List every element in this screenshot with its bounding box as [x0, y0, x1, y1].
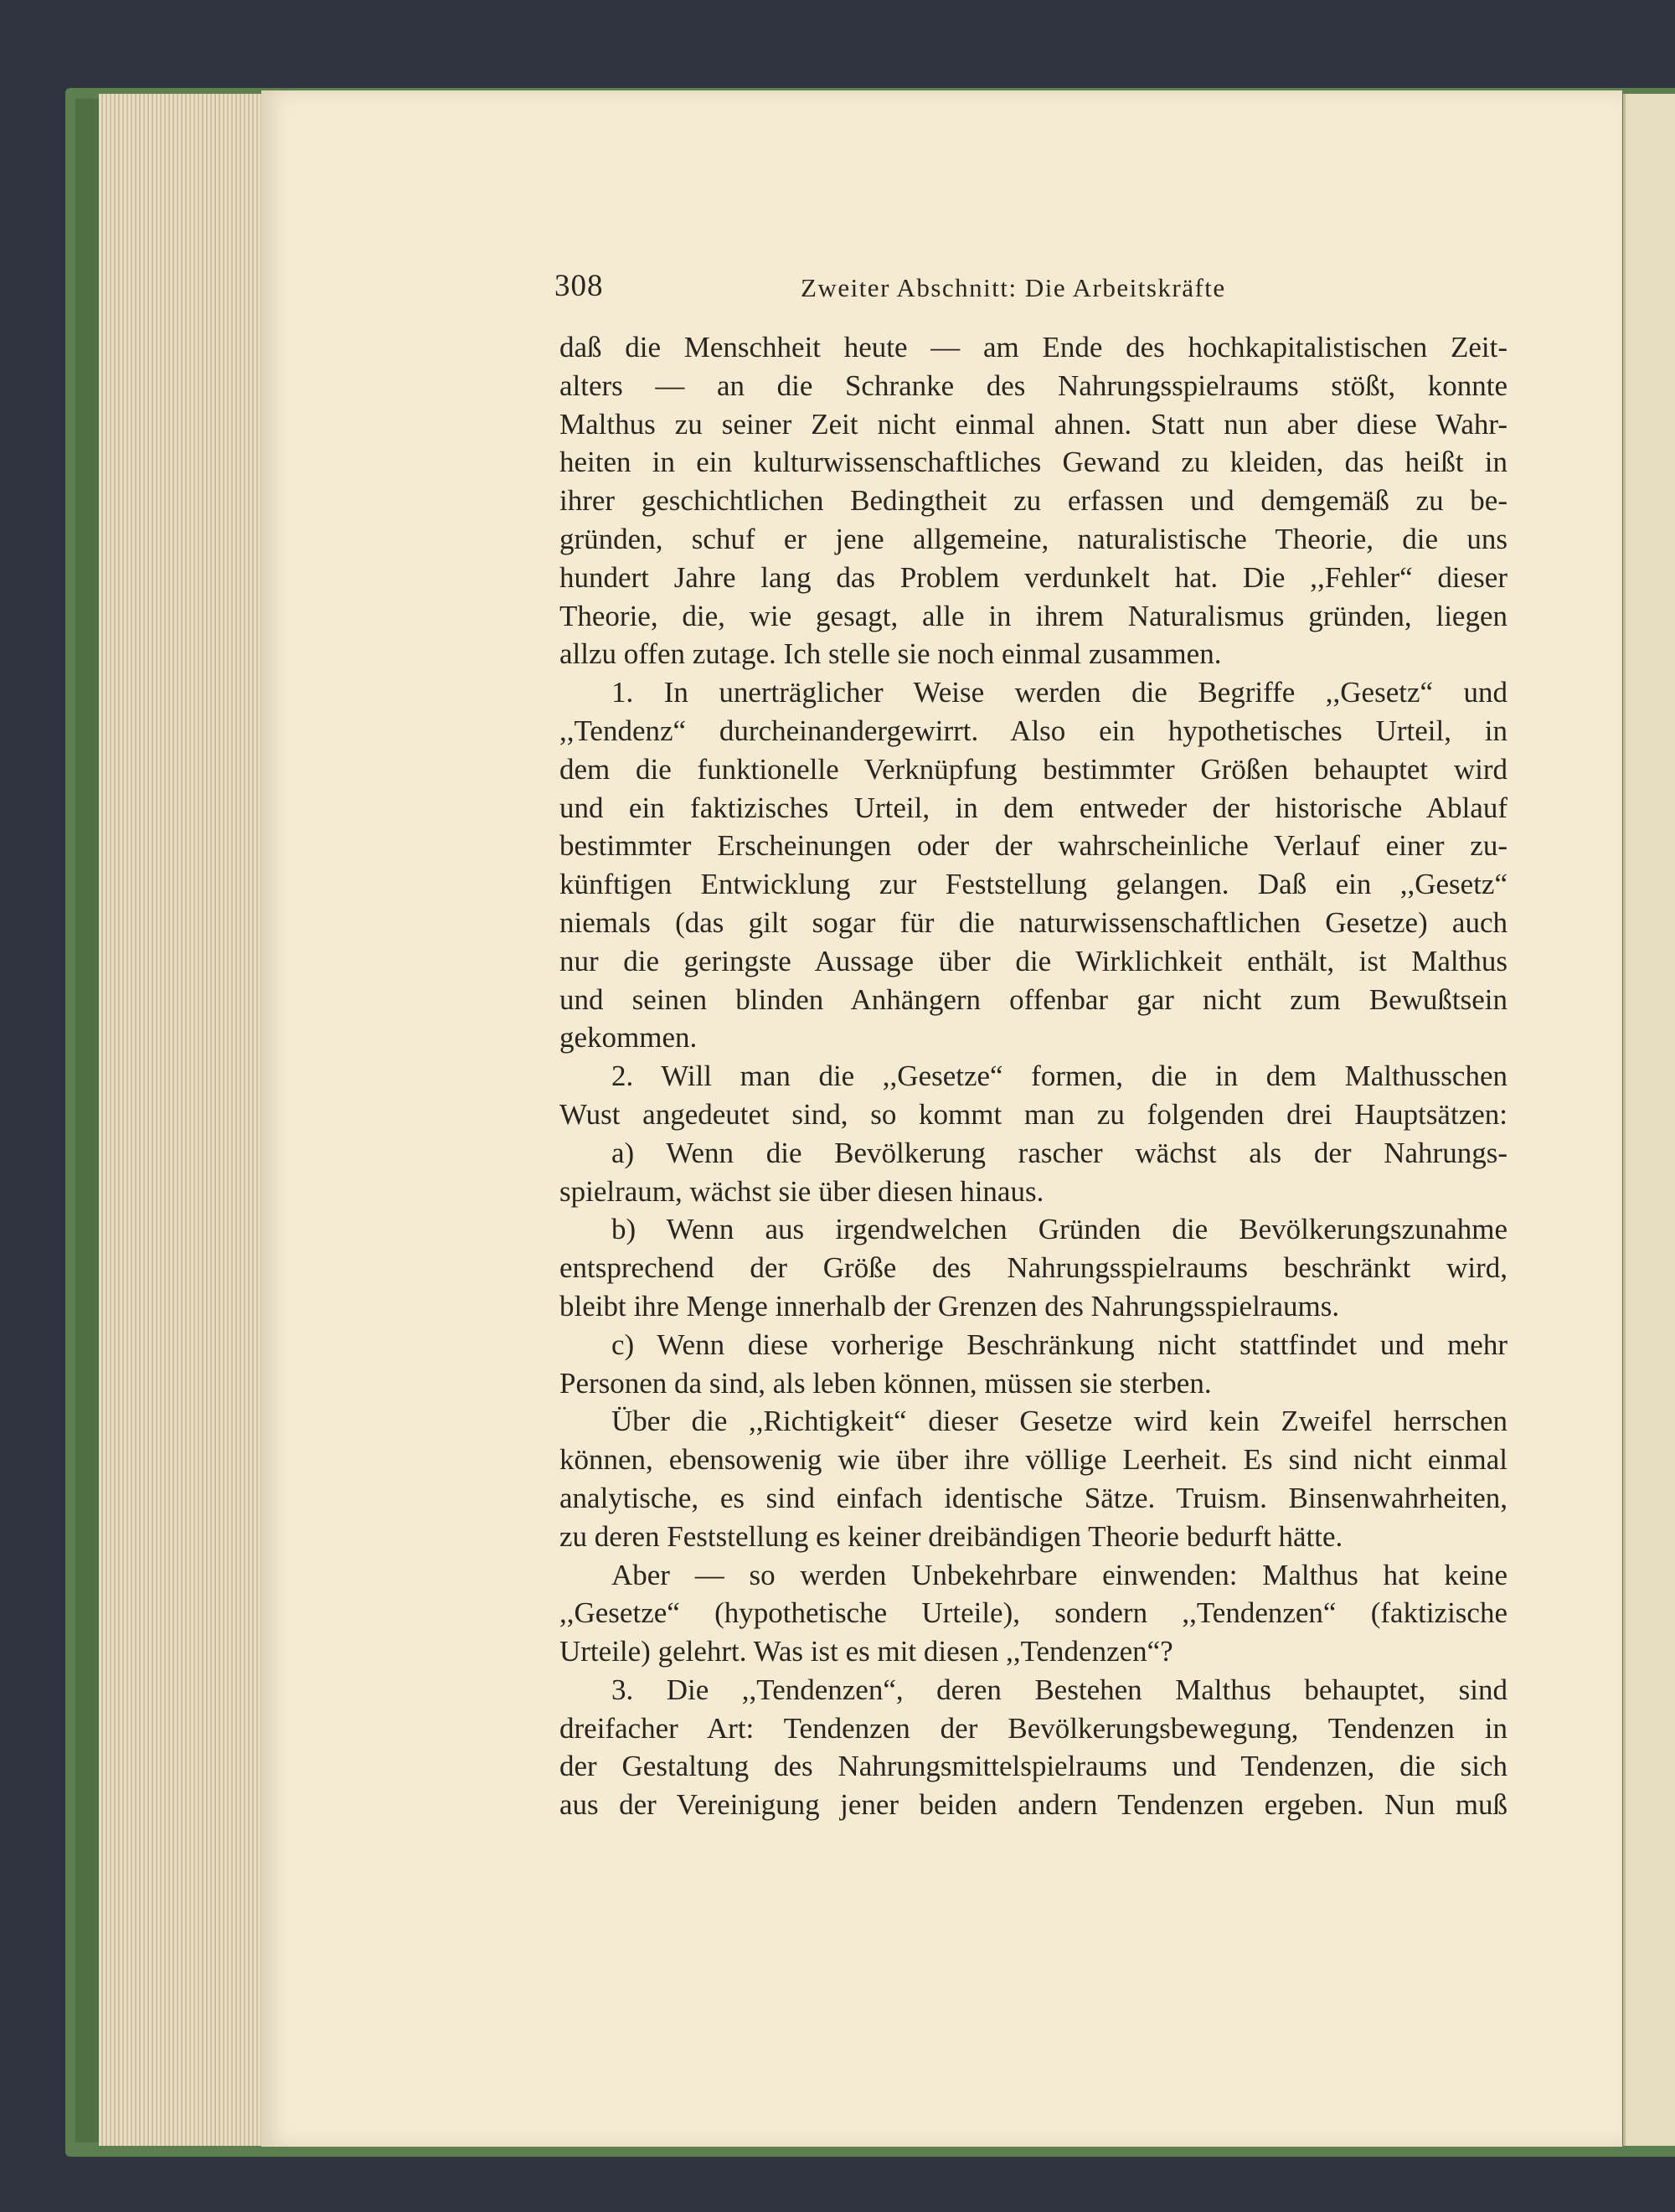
text-line: allzu offen zutage. Ich stelle sie noch einmal zusammen. [559, 637, 1222, 671]
text-line: und ein faktizisches Urteil, in dem entweder der historische Ablauf [559, 791, 1508, 824]
text-line: zu deren Feststellung es keiner dreibändigen Theorie bedurft hätte. [559, 1519, 1343, 1553]
text-line: Über die ,,Richtigkeit“ dieser Gesetze wird kein Zweifel herrschen [611, 1405, 1508, 1438]
page-edges [99, 94, 275, 2146]
text-line: gründen, schuf er jene allgemeine, naturalistische Theorie, die uns [559, 522, 1508, 555]
facing-page-edge [1623, 94, 1675, 2146]
text-line: c) Wenn diese vorherige Beschränkung nicht stattfindet und mehr [611, 1328, 1508, 1361]
text-line: hundert Jahre lang das Problem verdunkelt hat. Die ,,Fehler“ dieser [559, 560, 1508, 594]
text-line: und seinen blinden Anhängern offenbar gar nicht zum Bewußtsein [559, 982, 1508, 1016]
text-line: ihrer geschichtlichen Bedingtheit zu erfassen und demgemäß zu be- [559, 484, 1508, 518]
page-header [554, 268, 1509, 310]
text-line: 3. Die ,,Tendenzen“, deren Bestehen Malthus behauptet, sind [611, 1673, 1508, 1706]
text-line: 2. Will man die ,,Gesetze“ formen, die in dem Malthusschen [611, 1060, 1508, 1093]
text-line: a) Wenn die Bevölkerung rascher wächst als der Nahrungs- [611, 1136, 1508, 1169]
body-text [559, 328, 1508, 1824]
text-line: spielraum, wächst sie über diesen hinaus. [559, 1174, 1044, 1208]
text-line: nur die geringste Aussage über die Wirklichkeit enthält, ist Malthus [559, 944, 1508, 977]
text-line: alters — an die Schranke des Nahrungsspielraums stößt, konnte [559, 369, 1508, 402]
running-head: Zweiter Abschnitt: Die Arbeitskräfte [801, 273, 1226, 302]
text-line: können, ebensowenig wie über ihre völlige Leerheit. Es sind nicht einmal [559, 1443, 1508, 1477]
text-line: b) Wenn aus irgendwelchen Gründen die Bevölkerungszunahme [611, 1213, 1508, 1246]
text-line: Urteile) gelehrt. Was ist es mit diesen ,,Tendenzen“? [559, 1635, 1173, 1668]
text-line: der Gestaltung des Nahrungsmittelspielraums und Tendenzen, die sich [559, 1750, 1508, 1783]
text-line: Aber — so werden Unbekehrbare einwenden: Malthus hat keine [611, 1558, 1508, 1591]
text-line: Malthus zu seiner Zeit nicht einmal ahnen. Statt nun aber diese Wahr- [559, 407, 1508, 441]
text-line: niemals (das gilt sogar für die naturwissenschaftlichen Gesetze) auch [559, 905, 1508, 939]
text-line: dreifacher Art: Tendenzen der Bevölkerungsbewegung, Tendenzen in [559, 1711, 1508, 1745]
text-line: daß die Menschheit heute — am Ende des hochkapitalistischen Zeit- [559, 331, 1508, 364]
text-line: bestimmter Erscheinungen oder der wahrscheinliche Verlauf einer zu- [559, 829, 1508, 863]
text-line: ,,Gesetze“ (hypothetische Urteile), sondern ,,Tendenzen“ (faktizische [559, 1596, 1508, 1630]
text-line: Wust angedeutet sind, so kommt man zu folgenden drei Hauptsätzen: [559, 1097, 1508, 1131]
text-line: dem die funktionelle Verknüpfung bestimmter Größen behauptet wird [559, 752, 1508, 786]
text-line: Personen da sind, als leben können, müssen sie sterben. [559, 1366, 1212, 1400]
text-line: ,,Tendenz“ durcheinandergewirrt. Also ein hypothetisches Urteil, in [559, 714, 1508, 747]
text-line: 1. In unerträglicher Weise werden die Begriffe ,,Gesetz“ und [611, 676, 1508, 709]
text-line: aus der Vereinigung jener beiden andern Tendenzen ergeben. Nun muß [559, 1788, 1508, 1822]
text-line: Theorie, die, wie gesagt, alle in ihrem Naturalismus gründen, liegen [559, 599, 1508, 632]
page-number: 308 [554, 269, 604, 303]
text-line: bleibt ihre Menge innerhalb der Grenzen des Nahrungsspielraums. [559, 1289, 1340, 1323]
text-line: künftigen Entwicklung zur Feststellung gelangen. Daß ein ,,Gesetz“ [559, 868, 1508, 901]
text-line: analytische, es sind einfach identische Sätze. Truism. Binsenwahrheiten, [559, 1481, 1508, 1514]
text-line: gekommen. [559, 1021, 698, 1054]
text-line: entsprechend der Größe des Nahrungsspielraums beschränkt wird, [559, 1251, 1508, 1285]
text-line: heiten in ein kulturwissenschaftliches Gewand zu kleiden, das heißt in [559, 446, 1508, 479]
